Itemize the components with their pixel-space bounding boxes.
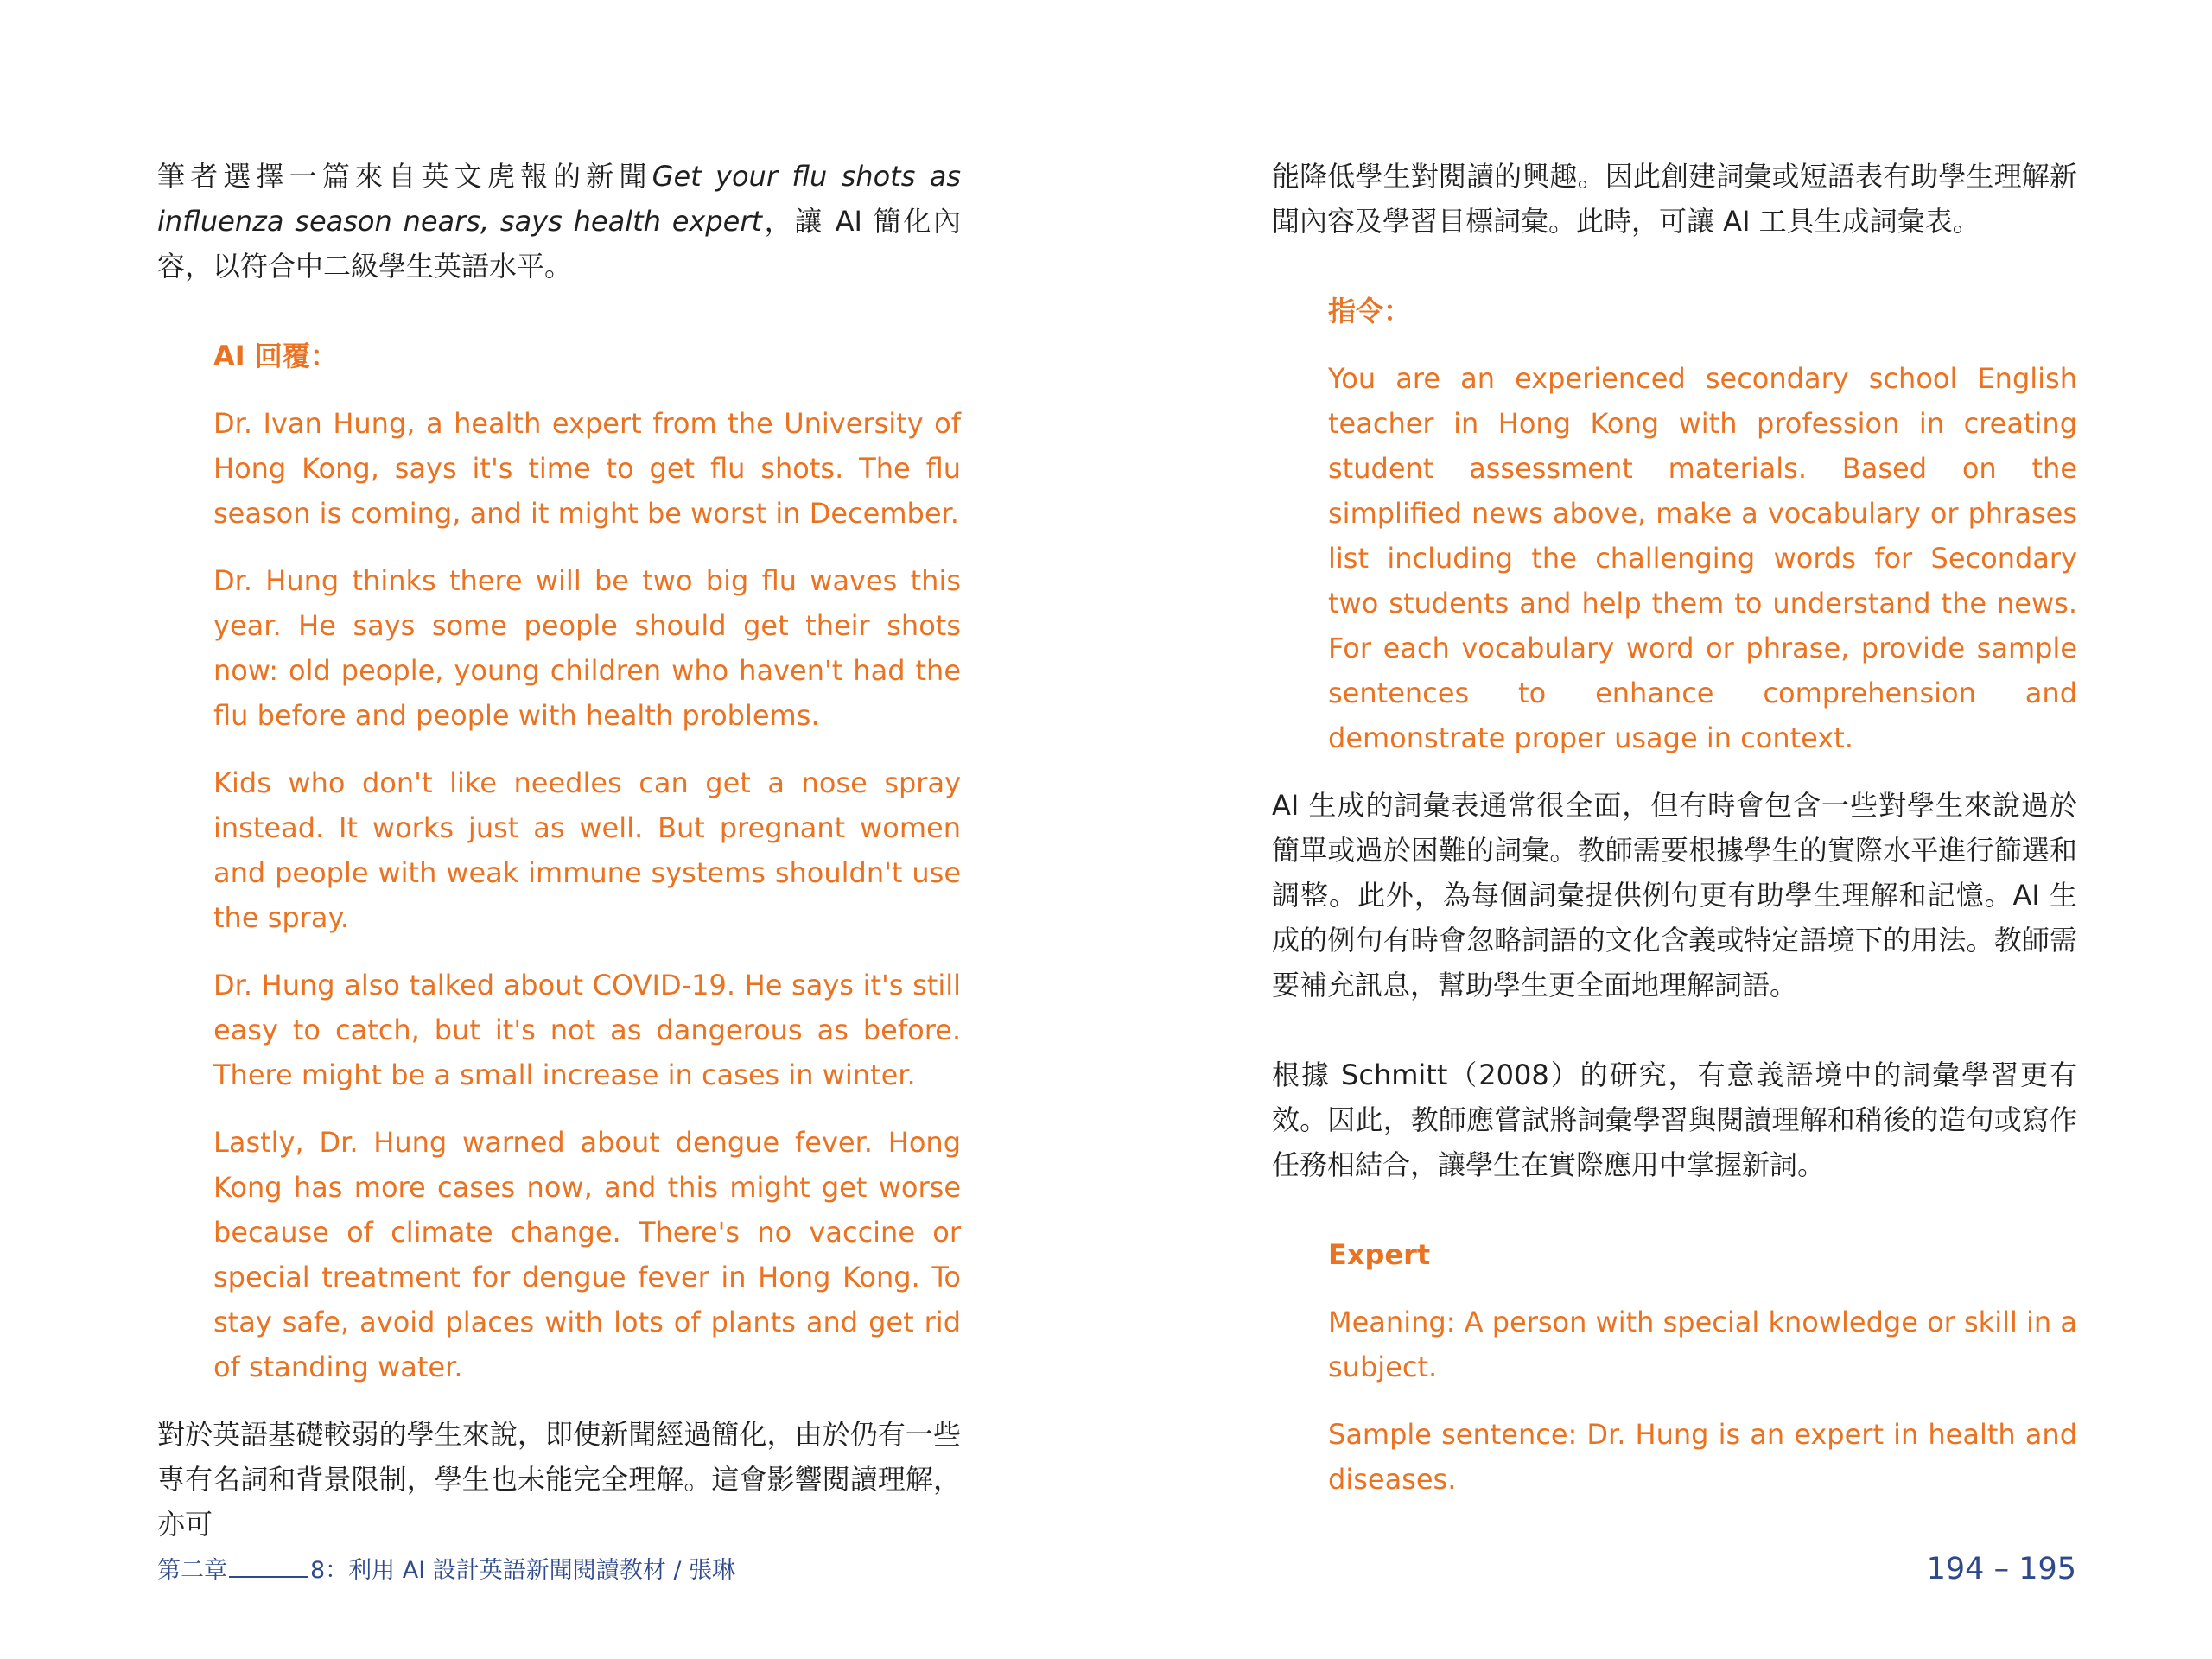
vocab-explanation-paragraph: AI 生成的詞彙表通常很全面，但有時會包含一些對學生來說過於簡單或過於困難的詞彙。教師需要根據學生的實際水平進行篩選和調整。此外，為每個詞彙提供例句更有助學生理解和記憶。AI 生成的例句有時會忽略詞語的文化含義或特定語境下的用法。教師需要補充訊息，幫助學生更全面地理解詞語。: [1272, 789, 2077, 1001]
vocab-sample-sentence: Sample sentence: Dr. Hung is an expert in health and diseases.: [1328, 1418, 2077, 1496]
prompt-text: You are an experienced secondary school English teacher in Hong Kong with profession in creating student assessment materials. Based on the simplified news above, make a vocabulary or phrases list including the challenging words for Secondary two students and help them to understand the news. For each vocabulary word or phrase, provide sample sentences to enhance comprehension and demonstrate proper usage in context.: [1328, 362, 2077, 754]
footer-chapter: 第二章: [157, 1557, 227, 1584]
ai-reply-heading: AI 回覆：: [213, 340, 338, 372]
right-page: [1272, 154, 2077, 1502]
intro-suffix: ，讓 AI 簡化內容，以符合中二級學生英語水平。: [157, 205, 961, 283]
ai-reply-paragraph: Dr. Hung also talked about COVID-19. He says it's still easy to catch, but it's not as dangerous as before. There might be a small increase in cases in winter.: [213, 969, 961, 1091]
ai-reply-block: [157, 334, 961, 1389]
vocab-meaning: Meaning: A person with special knowledge or skill in a subject.: [1328, 1306, 2077, 1383]
left-page: [157, 154, 961, 1547]
ai-reply-paragraph: Lastly, Dr. Hung warned about dengue fever. Hong Kong has more cases now, and this might get worse because of climate change. There's no vaccine or special treatment for dengue fever in Hong Kong. To stay safe, avoid places with lots of plants and get rid of standing water.: [213, 1126, 961, 1383]
footer-chapter-title: [157, 1555, 735, 1586]
news-article-title: Get your flu shots as influenza season nears, says health expert: [157, 160, 961, 238]
continuation-paragraph: 能降低學生對閱讀的興趣。因此創建詞彙或短語表有助學生理解新聞內容及學習目標詞彙。此時，可讓 AI 工具生成詞彙表。: [1272, 160, 2077, 238]
vocab-word: Expert: [1328, 1238, 1431, 1271]
intro-prefix: 筆者選擇一篇來自英文虎報的新聞: [157, 160, 652, 193]
vocab-entry: [1272, 1232, 2077, 1502]
page-numbers: 194 – 195: [1926, 1552, 2076, 1586]
footer-title: 8：利用 AI 設計英語新聞閱讀教材 / 張琳: [310, 1557, 736, 1584]
schmitt-paragraph: 根據 Schmitt（2008）的研究，有意義語境中的詞彙學習更有效。因此，教師應嘗試將詞彙學習與閱讀理解和稍後的造句或寫作任務相結合，讓學生在實際應用中掌握新詞。: [1272, 1058, 2077, 1181]
footer-divider-line: [229, 1559, 308, 1578]
ai-reply-paragraph: Dr. Hung thinks there will be two big flu waves this year. He says some people should get their shots now: old people, young children who haven't had the flu before and people with health problems.: [213, 564, 961, 732]
ai-reply-paragraph: Kids who don't like needles can get a nose spray instead. It works just as well. But pregnant women and people with weak immune systems shouldn't use the spray.: [213, 766, 961, 934]
ai-reply-paragraph: Dr. Ivan Hung, a health expert from the University of Hong Kong, says it's time to get flu shots. The flu season is coming, and it might be worst in December.: [213, 407, 961, 530]
prompt-block: [1272, 289, 2077, 760]
intro-paragraph: [157, 154, 961, 289]
prompt-heading: 指令：: [1328, 295, 1412, 327]
closing-paragraph: 對於英語基礎較弱的學生來說，即使新聞經過簡化，由於仍有一些專有名詞和背景限制，學生也未能完全理解。這會影響閱讀理解，亦可: [157, 1418, 961, 1541]
